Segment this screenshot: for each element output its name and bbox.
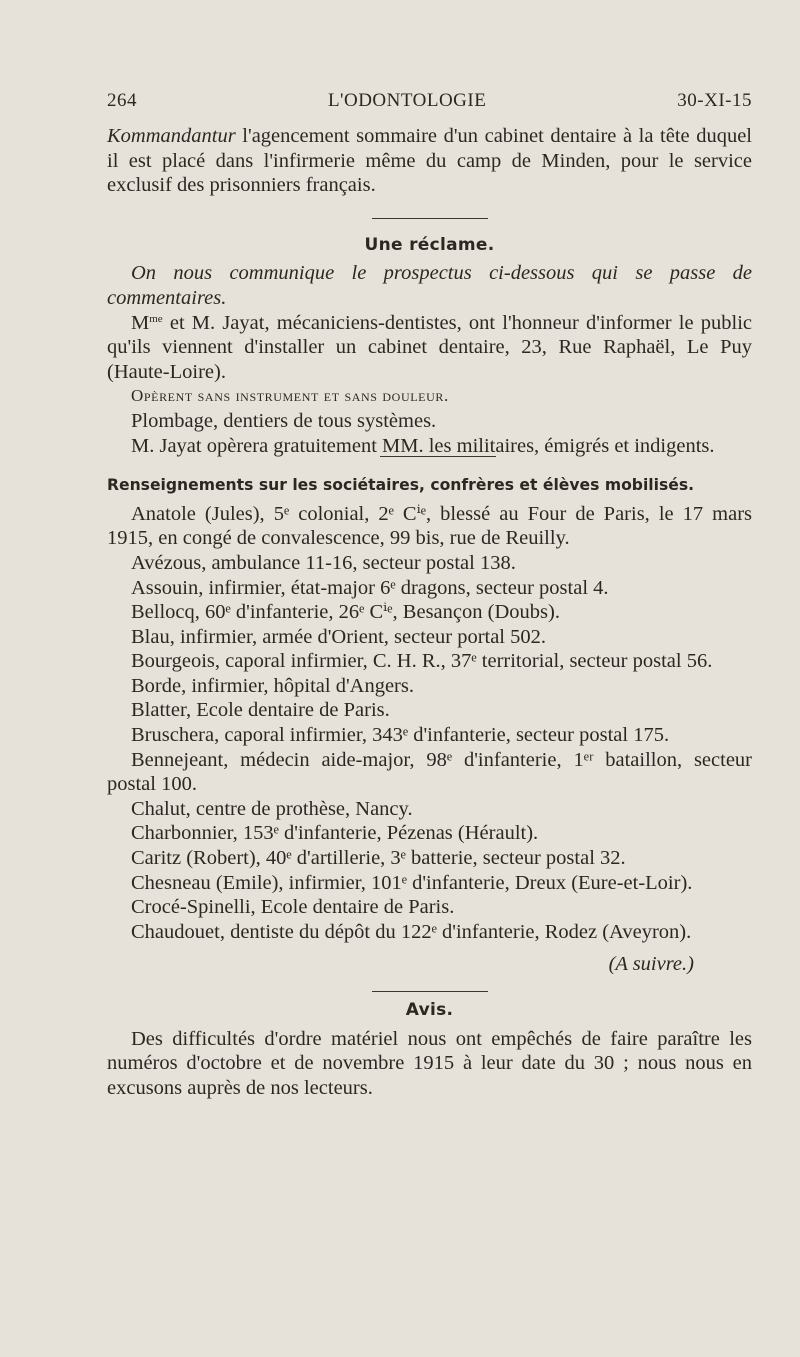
intro-text: l'agencement sommaire d'un cabinet dentaire à la tête duquel il est placé dans l'infirmerie même du camp de Minden, pour le service exclusif des prisonniers français. [107,125,752,197]
page-number: 264 [107,90,137,111]
section-divider [372,218,488,219]
member-entry: Bourgeois, caporal infirmier, C. H. R., 37ᵉ territorial, secteur postal 56. [131,650,713,673]
intro-paragraph [107,124,752,198]
reclame-heading: Une réclame. [364,234,495,255]
reclame-p1-start: M [131,311,150,334]
reclame-paragraph-1 [107,311,752,385]
member-entry: Bellocq, 60ᵉ d'infanterie, 26ᵉ Cⁱᵉ, Besançon (Doubs). [131,601,560,624]
member-entry: Charbonnier, 153ᵉ d'infanterie, Pézenas (Hérault). [131,822,539,845]
member-entry: Avézous, ambulance 11-16, secteur postal 138. [131,551,516,574]
page-body [107,124,752,1100]
issue-date: 30-XI-15 [677,90,752,111]
member-entry: Assouin, infirmier, état-major 6ᵉ dragons, secteur postal 4. [131,576,609,599]
member-entry: Chalut, centre de prothèse, Nancy. [131,797,413,820]
running-head [107,90,752,112]
reclame-paragraph-3: Plombage, dentiers de tous systèmes. [131,409,437,432]
member-entry: Blau, infirmier, armée d'Orient, secteur portal 502. [131,625,547,648]
reclame-p1-superscript: me [149,312,163,325]
member-entry: Bennejeant, médecin aide-major, 98ᵉ d'infanterie, 1ᵉʳ bataillon, secteur postal 100. [107,748,752,796]
journal-title: L'ODONTOLOGIE [327,90,487,111]
to-be-continued: (A suivre.) [608,953,694,976]
avis-paragraph: Des difficultés d'ordre matériel nous ont empêchés de faire paraître les numéros d'octobre et de novembre 1915 à leur date du 30 ; nous nous en excusons auprès de nos lecteurs. [107,1027,752,1099]
member-entry: Crocé-Spinelli, Ecole dentaire de Paris. [131,896,455,919]
section-divider [372,991,488,992]
reclame-note: On nous communique le prospectus ci-dessous qui se passe de commentaires. [107,262,752,309]
member-entry: Chaudouet, dentiste du dépôt du 122ᵉ d'infanterie, Rodez (Aveyron). [131,920,692,943]
member-entry: Bruschera, caporal infirmier, 343ᵉ d'infanterie, secteur postal 175. [131,724,670,747]
member-entry: Chesneau (Emile), infirmier, 101ᵉ d'infanterie, Dreux (Eure-et-Loir). [131,871,693,894]
intro-italic-word: Kommandantur [107,125,236,147]
avis-heading: Avis. [405,1000,454,1020]
member-entry: Borde, infirmier, hôpital d'Angers. [131,674,414,697]
member-entry: Caritz (Robert), 40ᵉ d'artillerie, 3ᵉ batterie, secteur postal 32. [131,847,626,870]
renseignements-heading: Renseignements sur les sociétaires, confrères et élèves mobilisés. [107,476,695,495]
reclame-paragraph-2: Opèrent sans instrument et sans douleur. [131,386,449,406]
reclame-paragraph-4: M. Jayat opèrera gratuitement MM. les militaires, émigrés et indigents. [131,434,715,457]
member-entry: Anatole (Jules), 5ᵉ colonial, 2ᵉ Cⁱᵉ, blessé au Four de Paris, le 17 mars 1915, en congé de convalescence, 99 bis, rue de Reuilly. [107,502,752,550]
member-entry: Blatter, Ecole dentaire de Paris. [131,699,390,722]
reclame-p1-text: et M. Jayat, mécaniciens-dentistes, ont l'honneur d'informer le public qu'ils viennent d'installer un cabinet dentaire, 23, Rue Raphaël, Le Puy (Haute-Loire). [107,311,752,383]
